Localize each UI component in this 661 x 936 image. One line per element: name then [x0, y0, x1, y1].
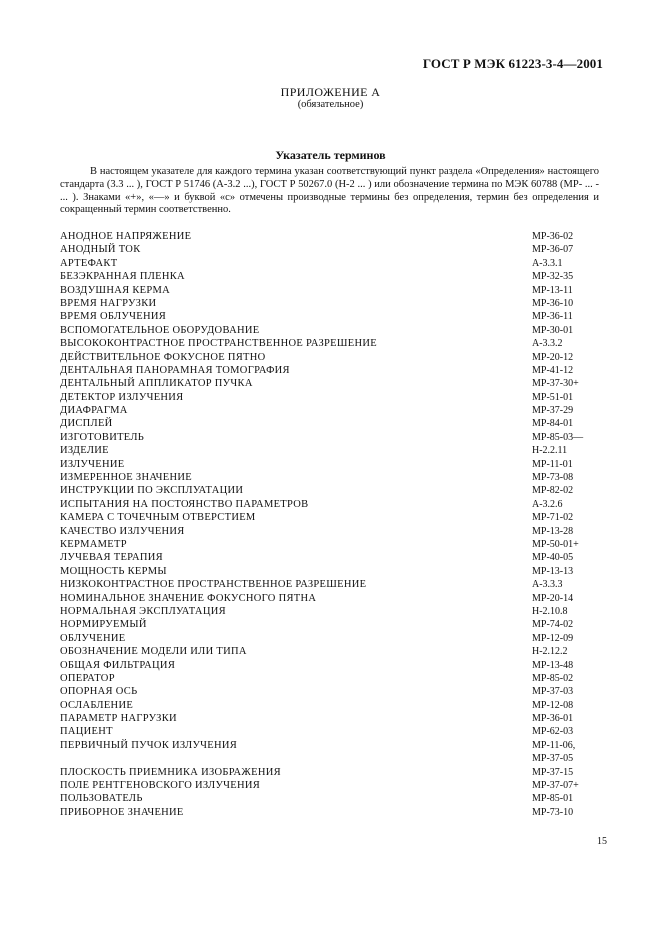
term-code: МР-36-07 [532, 244, 574, 256]
term-row [60, 377, 620, 390]
term-code: МР-37-03 [532, 686, 574, 698]
term-row [60, 391, 620, 404]
term-row [60, 351, 620, 364]
term-code: Н-2.2.11 [532, 445, 568, 457]
term-name: ПРИБОРНОЕ ЗНАЧЕНИЕ [60, 806, 184, 818]
term-code: МР-36-11 [532, 311, 573, 323]
term-code: МР-12-08 [532, 699, 574, 711]
term-name: БЕЗЭКРАННАЯ ПЛЕНКА [60, 271, 185, 283]
term-code: МР-40-05 [532, 552, 574, 564]
term-row [60, 592, 620, 605]
term-name: ВРЕМЯ ОБЛУЧЕНИЯ [60, 311, 167, 323]
term-name: НОМИНАЛЬНОЕ ЗНАЧЕНИЕ ФОКУСНОГО ПЯТНА [60, 592, 317, 604]
term-row [60, 605, 620, 618]
page-number: 15 [597, 836, 607, 847]
term-code: МР-82-02 [532, 485, 574, 497]
term-name: ОБЩАЯ ФИЛЬТРАЦИЯ [60, 659, 176, 671]
term-code: МР-62-03 [532, 726, 574, 738]
term-row [60, 230, 620, 243]
terms-list [60, 230, 620, 819]
term-name: ОБОЗНАЧЕНИЕ МОДЕЛИ ИЛИ ТИПА [60, 646, 247, 658]
term-code: МР-85-02 [532, 672, 574, 684]
term-row [60, 565, 620, 578]
term-code: МР-51-01 [532, 391, 574, 403]
term-row [60, 337, 620, 350]
term-row [60, 725, 620, 738]
term-code: МР-13-13 [532, 565, 574, 577]
term-row [60, 284, 620, 297]
term-row [60, 404, 620, 417]
term-row [60, 739, 620, 766]
term-row [60, 324, 620, 337]
term-code: МР-85-03— [532, 431, 584, 443]
intro-paragraph: В настоящем указателе для каждого термина указан соответствующий пункт раздела «Определения» настоящего стандарта (3.3 ... ), ГОСТ Р 51746 (А-3.2 ...), ГОСТ Р 50267.0 (Н-2 ... ) или обозначение термина по МЭК 60788 (МР- ... - ... ). Знаками «+», «—» и буквой «с» отмечены производные термины без определения, термин без определения и сокращенный термин соответственно. [60, 166, 599, 216]
term-code: МР-73-10 [532, 806, 574, 818]
term-name: НИЗКОКОНТРАСТНОЕ ПРОСТРАНСТВЕННОЕ РАЗРЕШЕНИЕ [60, 579, 367, 591]
term-name: ПАРАМЕТР НАГРУЗКИ [60, 713, 177, 725]
term-name: ПЛОСКОСТЬ ПРИЕМНИКА ИЗОБРАЖЕНИЯ [60, 766, 281, 778]
term-name: КАМЕРА С ТОЧЕЧНЫМ ОТВЕРСТИЕМ [60, 512, 256, 524]
term-row [60, 551, 620, 564]
term-name: ИЗГОТОВИТЕЛЬ [60, 431, 145, 443]
term-row [60, 766, 620, 779]
term-code: МР-36-02 [532, 231, 574, 242]
term-name: ВСПОМОГАТЕЛЬНОЕ ОБОРУДОВАНИЕ [60, 324, 260, 336]
term-row [60, 511, 620, 524]
term-row [60, 712, 620, 725]
term-row [60, 270, 620, 283]
term-name: ИЗДЕЛИЕ [60, 445, 109, 457]
term-code: МР-32-35 [532, 271, 574, 283]
term-row [60, 672, 620, 685]
term-code: МР-36-10 [532, 297, 574, 309]
standard-designation: ГОСТ Р МЭК 61223-3-4—2001 [422, 56, 603, 71]
term-row [60, 578, 620, 591]
term-name: ДИАФРАГМА [60, 405, 128, 417]
term-code: МР-20-14 [532, 592, 574, 604]
term-name: ВРЕМЯ НАГРУЗКИ [60, 297, 157, 309]
term-code: А-3.2.6 [532, 498, 563, 510]
term-row [60, 525, 620, 538]
term-row [60, 471, 620, 484]
term-row [60, 779, 620, 792]
term-row [60, 458, 620, 471]
term-row [60, 431, 620, 444]
term-name: ЛУЧЕВАЯ ТЕРАПИЯ [60, 552, 163, 564]
term-code: МР-13-28 [532, 525, 574, 537]
term-code: МР-36-01 [532, 713, 574, 725]
term-name: АНОДНОЕ НАПРЯЖЕНИЕ [60, 231, 192, 242]
term-name: КАЧЕСТВО ИЗЛУЧЕНИЯ [60, 525, 185, 537]
term-code: МР-50-01+ [532, 538, 579, 550]
term-row [60, 792, 620, 805]
term-code: Н-2.12.2 [532, 646, 568, 658]
term-code: МР-74-02 [532, 619, 574, 631]
term-code: МР-13-11 [532, 284, 573, 296]
term-name: ДЕЙСТВИТЕЛЬНОЕ ФОКУСНОЕ ПЯТНО [60, 351, 266, 363]
term-name: ПАЦИЕНТ [60, 726, 113, 738]
term-row [60, 685, 620, 698]
term-row [60, 417, 620, 430]
term-name: ВЫСОКОКОНТРАСТНОЕ ПРОСТРАНСТВЕННОЕ РАЗРЕШЕНИЕ [60, 338, 377, 350]
index-title: Указатель терминов [275, 148, 386, 162]
term-code: Н-2.10.8 [532, 605, 568, 617]
term-row [60, 645, 620, 658]
term-code: МР-11-06, МР-37-05 [532, 739, 576, 765]
term-code: МР-30-01 [532, 324, 574, 336]
term-name: ДЕНТАЛЬНАЯ ПАНОРАМНАЯ ТОМОГРАФИЯ [60, 364, 290, 376]
term-name: ИНСТРУКЦИИ ПО ЭКСПЛУАТАЦИИ [60, 485, 244, 497]
term-name: ПОЛЕ РЕНТГЕНОВСКОГО ИЗЛУЧЕНИЯ [60, 780, 261, 792]
term-name: ИЗМЕРЕННОЕ ЗНАЧЕНИЕ [60, 472, 192, 484]
term-name: АНОДНЫЙ ТОК [60, 244, 141, 256]
term-code: А-3.3.1 [532, 257, 563, 269]
appendix-title: ПРИЛОЖЕНИЕ А [280, 85, 381, 99]
term-name: ПЕРВИЧНЫЙ ПУЧОК ИЗЛУЧЕНИЯ [60, 739, 238, 751]
term-name: ОСЛАБЛЕНИЕ [60, 699, 134, 711]
term-row [60, 618, 620, 631]
term-row [60, 498, 620, 511]
term-row [60, 806, 620, 819]
term-name: НОРМАЛЬНАЯ ЭКСПЛУАТАЦИЯ [60, 605, 226, 617]
term-code: МР-13-48 [532, 659, 574, 671]
term-name: ДЕТЕКТОР ИЗЛУЧЕНИЯ [60, 391, 184, 403]
term-row [60, 484, 620, 497]
term-code: МР-11-01 [532, 458, 573, 470]
term-code: МР-73-08 [532, 472, 574, 484]
term-name: КЕРМАМЕТР [60, 538, 127, 550]
term-name: НОРМИРУЕМЫЙ [60, 619, 147, 631]
term-name: АРТЕФАКТ [60, 257, 118, 269]
term-row [60, 364, 620, 377]
term-code: МР-85-01 [532, 793, 574, 805]
term-row [60, 659, 620, 672]
term-name: ИСПЫТАНИЯ НА ПОСТОЯНСТВО ПАРАМЕТРОВ [60, 498, 309, 510]
term-row [60, 538, 620, 551]
term-row [60, 243, 620, 256]
term-code: А-3.3.2 [532, 338, 563, 350]
term-code: МР-37-15 [532, 766, 574, 778]
term-row [60, 257, 620, 270]
term-row [60, 310, 620, 323]
term-code: МР-84-01 [532, 418, 574, 430]
term-code: МР-20-12 [532, 351, 574, 363]
term-name: ОБЛУЧЕНИЕ [60, 632, 126, 644]
term-code: МР-37-07+ [532, 780, 579, 792]
term-row [60, 632, 620, 645]
term-code: МР-37-29 [532, 405, 574, 417]
term-name: ДИСПЛЕЙ [60, 418, 113, 430]
term-name: ДЕНТАЛЬНЫЙ АППЛИКАТОР ПУЧКА [60, 378, 253, 390]
term-name: ИЗЛУЧЕНИЕ [60, 458, 125, 470]
term-name: ПОЛЬЗОВАТЕЛЬ [60, 793, 143, 805]
term-name: ОПОРНАЯ ОСЬ [60, 686, 138, 698]
term-code: МР-12-09 [532, 632, 574, 644]
term-name: ОПЕРАТОР [60, 672, 115, 684]
term-code: МР-37-30+ [532, 378, 579, 390]
term-code: А-3.3.3 [532, 579, 563, 591]
term-code: МР-71-02 [532, 512, 574, 524]
term-row [60, 444, 620, 457]
term-name: МОЩНОСТЬ КЕРМЫ [60, 565, 167, 577]
term-name: ВОЗДУШНАЯ КЕРМА [60, 284, 170, 296]
term-code: МР-41-12 [532, 364, 574, 376]
term-row [60, 699, 620, 712]
term-row [60, 297, 620, 310]
appendix-subtitle: (обязательное) [297, 99, 364, 110]
